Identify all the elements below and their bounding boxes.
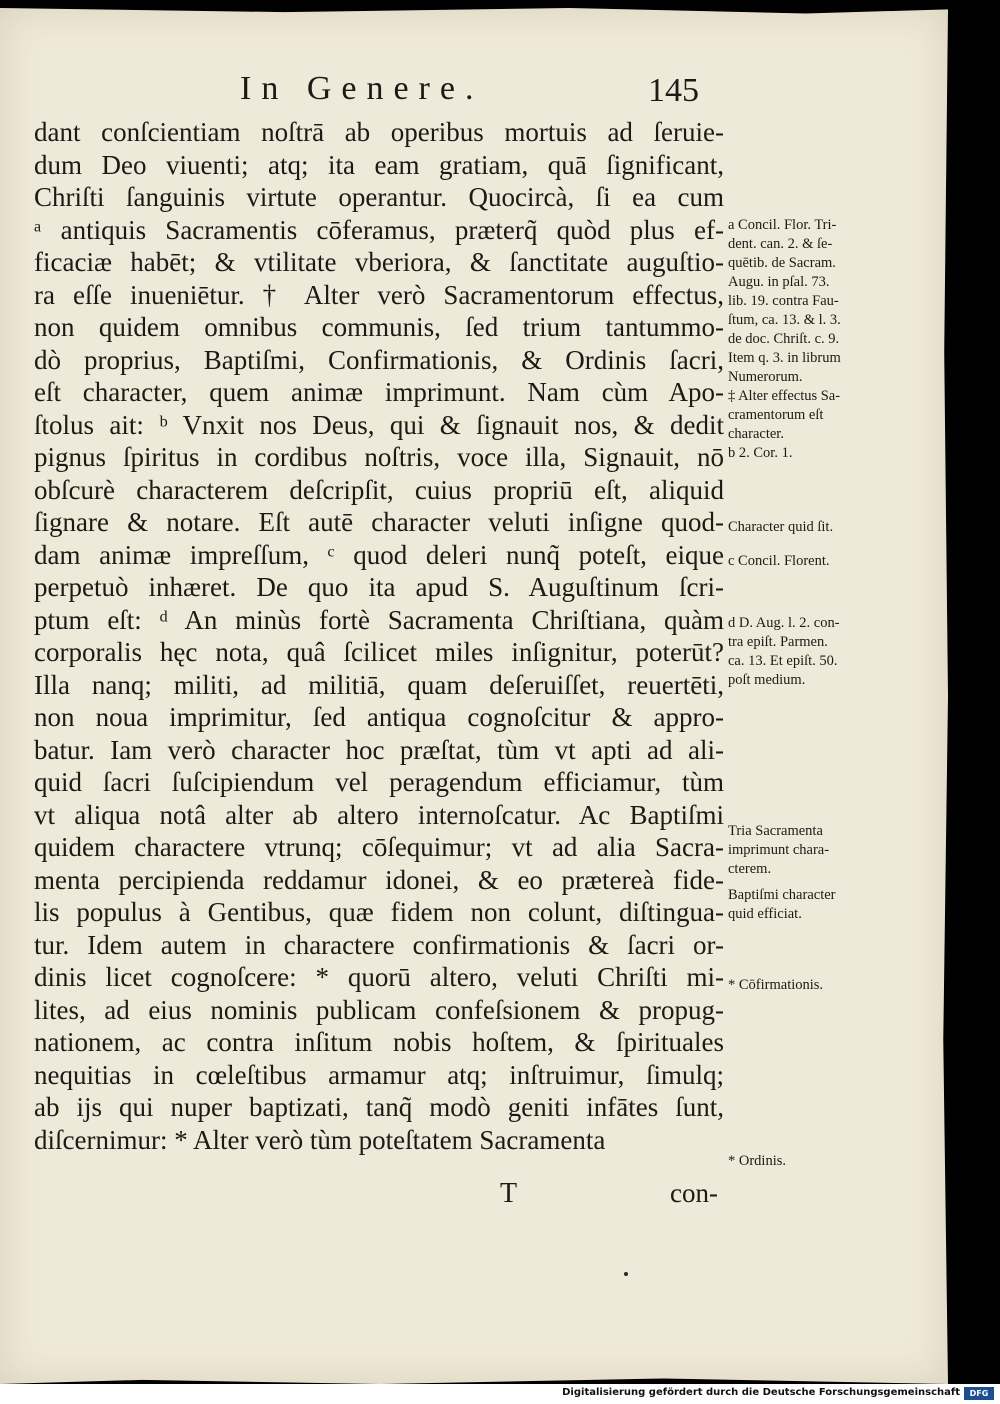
text-line: menta percipienda reddamur idonei, & eo prӕtereà fide-: [34, 864, 724, 895]
marginal-note-line: Augu. in pſal. 73.: [728, 274, 830, 290]
body-text: [34, 116, 724, 1156]
text-line: pignus ſpiritus in cordibus noſtris, voce illa, Signauit, nō: [34, 442, 724, 472]
catchword: con-: [670, 1178, 718, 1208]
text-line: dinis licet cognoſcere: * quorū altero, veluti Chriſti mi-: [34, 962, 724, 992]
marginal-note-line: cterem.: [728, 861, 772, 877]
marginal-note: [728, 387, 878, 444]
marginal-note-line: c Concil. Florent.: [728, 553, 830, 569]
marginal-note-line: Numerorum.: [728, 369, 803, 385]
text-line: obſcurè characterem deſcripſit, cuius propriū eſt, aliquid: [34, 474, 724, 505]
marginal-note: [728, 614, 878, 690]
marginal-note-line: Tria Sacramenta: [728, 823, 823, 839]
text-line: ficaciӕ habēt; & vtilitate vberiora, & ſanctitate auguſtio-: [34, 247, 724, 277]
catchword-row: [34, 1178, 724, 1214]
text-line: perpetuò inhӕret. De quo ita apud S. Auguſtinum ſcri-: [34, 572, 724, 602]
marginal-note-line: a Concil. Flor. Tri-: [728, 217, 837, 233]
text-line: non noua imprimitur, ſed antiqua cognoſcitur & appro-: [34, 702, 724, 732]
text-line: lis populus à Gentibus, quӕ fidem non colunt, diſtingua-: [34, 897, 724, 927]
text-line: lites, ad eius nominis publicam confeſsionem & propug-: [34, 994, 724, 1025]
text-line: nequitias in cœleſtibus armamur atq; inſtruimur, ſimulq;: [34, 1059, 724, 1090]
marginal-note-line: tra epiſt. Parmen.: [728, 634, 828, 650]
marginal-note: [728, 552, 878, 571]
digitization-footer: [0, 1384, 1000, 1404]
text-line: dam animӕ impreſſum, ᶜ quod deleri nunq̃ poteſt, eique: [34, 539, 724, 570]
signature-mark: T: [500, 1178, 518, 1209]
text-line: ſtolus ait: ᵇ Vnxit nos Deus, qui & ſignauit nos, & dedit: [34, 409, 724, 440]
text-line: corporalis hęc nota, quâ ſcilicet miles inſignitur, poterūt?: [34, 637, 724, 667]
marginal-note-line: lib. 19. contra Fau-: [728, 293, 839, 309]
ink-dot: [624, 1272, 628, 1276]
dfg-logo: DFG: [964, 1387, 994, 1400]
marginal-note-line: quētib. de Sacram.: [728, 255, 836, 271]
marginal-note-line: imprimunt chara-: [728, 842, 830, 858]
marginal-note-line: ca. 13. Et epiſt. 50.: [728, 653, 838, 669]
text-line: eſt character, quem animӕ imprimunt. Nam cùm Apo-: [34, 377, 724, 407]
marginal-note-line: Item q. 3. in librum: [728, 350, 841, 366]
marginal-note-line: cramentorum eſt: [728, 407, 824, 423]
marginal-note-line: * Ordinis.: [728, 1153, 786, 1169]
text-line: nationem, ac contra inſitum nobis hoſtem, & ſpirituales: [34, 1027, 724, 1057]
marginal-note: [728, 822, 878, 879]
funding-credit: Digitalisierung gefördert durch die Deutsche Forschungsgemeinschaft: [562, 1387, 960, 1398]
marginal-note-line: ſtum, ca. 13. & l. 3.: [728, 312, 841, 328]
text-line: quid ſacri ſuſcipiendum vel peragendum efficiamur, tùm: [34, 767, 724, 797]
text-line: ptum eſt: ᵈ An minùs fortè Sacramenta Chriſtiana, quàm: [34, 604, 724, 635]
marginal-note-line: ‡ Alter effectus Sa-: [728, 388, 841, 404]
marginal-note-line: Character quid ſit.: [728, 519, 834, 535]
text-line: diſcernimur: * Alter verò tùm poteſtatem Sacramenta: [34, 1124, 606, 1155]
text-line: dò proprius, Baptiſmi, Confirmationis, & Ordinis ſacri,: [34, 344, 724, 375]
marginal-note-line: quid efficiat.: [728, 906, 802, 922]
marginal-note: [728, 886, 878, 924]
marginal-note: [728, 518, 878, 537]
running-head: In Genere.: [240, 70, 484, 107]
marginal-note: [728, 1152, 878, 1171]
text-line: non quidem omnibus communis, ſed trium tantummo-: [34, 312, 724, 342]
marginal-note-line: Baptiſmi character: [728, 887, 836, 903]
marginal-note-line: * Cōfirmationis.: [728, 977, 824, 993]
text-line: ab ijs qui nuper baptizati, tanq̃ modò geniti infātes ſunt,: [34, 1092, 724, 1122]
text-line: dum Deo viuenti; atq; ita eam gratiam, quā ſignificant,: [34, 149, 724, 180]
text-line: ſignare & notare. Eſt autē character veluti inſigne quod-: [34, 507, 724, 537]
marginal-note-line: d D. Aug. l. 2. con-: [728, 615, 840, 631]
text-line: batur. Iam verò character hoc prӕſtat, tùm vt apti ad ali-: [34, 734, 724, 765]
marginal-note: [728, 976, 878, 995]
text-line: ᵃ antiquis Sacramentis cōferamus, prӕterq̃ quòd plus ef-: [34, 214, 724, 245]
marginal-note-line: character.: [728, 426, 784, 442]
text-line: dant conſcientiam noſtrā ab operibus mortuis ad ſeruie-: [34, 117, 724, 147]
marginal-note-line: b 2. Cor. 1.: [728, 445, 793, 461]
page-number: 145: [648, 72, 699, 109]
marginal-note-line: dent. can. 2. & ſe-: [728, 236, 833, 252]
marginal-note: [728, 444, 878, 463]
text-line: ra eſſe inueniētur. † Alter verò Sacramentorum effectus,: [34, 279, 724, 310]
marginal-note: [728, 216, 878, 387]
text-line: tur. Idem autem in charactere confirmationis & ſacri or-: [34, 929, 724, 960]
text-line: Illa nanq; militi, ad militiā, quam deſeruiſſet, reuertēti,: [34, 669, 724, 700]
marginal-note-line: poſt medium.: [728, 672, 806, 688]
marginal-note-line: de doc. Chriſt. c. 9.: [728, 331, 840, 347]
text-line: Chriſti ſanguinis virtute operantur. Quocircà, ſi ea cum: [34, 182, 724, 212]
text-line: quidem charactere vtrunq; cōſequimur; vt ad alia Sacra-: [34, 832, 724, 862]
text-line: vt aliqua notâ alter ab altero internoſcatur. Ac Baptiſmi: [34, 799, 724, 830]
